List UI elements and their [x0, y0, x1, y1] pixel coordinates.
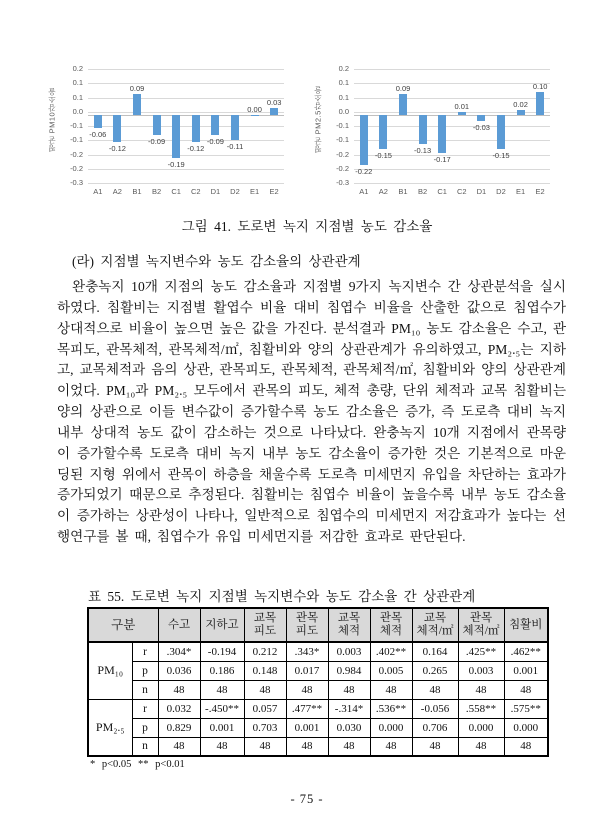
table-cell: .425** [458, 642, 504, 661]
y-tick-label: 0.2 [72, 64, 83, 73]
y-tick-label: -0.2 [336, 149, 349, 159]
table-caption: 표 55. 도로변 녹지 지점별 녹지변수와 농도 감소율 간 상관관계 [88, 589, 476, 604]
stat-label: p [132, 661, 158, 680]
table-cell: 48 [286, 680, 328, 699]
table-cell: .536** [370, 699, 412, 718]
table-cell: 0.000 [458, 718, 504, 737]
table-cell: 0.005 [370, 661, 412, 680]
table-cell: 0.706 [412, 718, 458, 737]
row-group-label: PM₂.₅ [88, 699, 132, 756]
bar-A1 [94, 115, 102, 129]
x-tick-label: C2 [456, 187, 467, 196]
table-row [88, 699, 548, 718]
x-tick-label: D2 [496, 187, 506, 196]
y-tick-label: -0.1 [336, 135, 349, 145]
data-label: -0.12 [187, 144, 205, 153]
gridline [354, 83, 550, 84]
x-tick-label: C1 [437, 187, 447, 196]
table-footnote: * p<0.05 ** p<0.01 [90, 759, 185, 770]
y-tick-label: 0.1 [72, 92, 83, 102]
data-label: 0.02 [513, 100, 528, 109]
data-label: -0.17 [433, 155, 451, 165]
data-label: -0.03 [472, 123, 490, 133]
x-tick-label: E1 [515, 187, 526, 196]
table-cell: .304* [158, 642, 200, 661]
data-label: 0.10 [532, 81, 548, 91]
table-cell: 48 [370, 737, 412, 756]
bar-C2 [458, 112, 466, 114]
table-cell: 0.148 [244, 661, 286, 680]
bar-B2 [153, 115, 161, 136]
table-cell: -0.056 [412, 699, 458, 718]
gridline [354, 169, 550, 170]
header-cell: 수고 [158, 608, 200, 642]
y-tick-label: -0.3 [336, 178, 349, 187]
data-label: -0.15 [374, 150, 392, 160]
y-tick-label: 0.2 [338, 64, 349, 73]
data-label: -0.09 [148, 137, 166, 147]
table-cell: 48 [158, 680, 200, 699]
gridline [88, 98, 284, 99]
data-label: 0.03 [266, 97, 282, 107]
table-cell: 0.036 [158, 661, 200, 680]
table-cell: 0.057 [244, 699, 286, 718]
gridline [88, 155, 284, 156]
x-axis-labels [354, 187, 550, 196]
table-cell: 48 [244, 737, 286, 756]
bar-E1 [517, 110, 525, 115]
x-tick-label: D2 [230, 187, 240, 196]
table-cell: .477** [286, 699, 328, 718]
page-number: - 75 - [290, 792, 324, 806]
bar-B2 [419, 115, 427, 145]
header-cell: 지하고 [200, 608, 244, 642]
gridline [354, 69, 550, 70]
gridline [88, 83, 284, 84]
y-tick-label: -0.3 [70, 178, 83, 187]
header-cell: 관목 피도 [286, 608, 328, 642]
table-cell: .343* [286, 642, 328, 661]
x-tick-label: B2 [417, 187, 428, 196]
y-axis-title: 평균 PM10감소율 [47, 87, 57, 153]
plot-column [354, 57, 550, 209]
data-label: -0.22 [355, 166, 373, 176]
table-cell: 0.829 [158, 718, 200, 737]
x-tick-label: C2 [190, 187, 201, 196]
table-cell: 0.001 [200, 718, 244, 737]
gridline [88, 169, 284, 170]
data-label: -0.06 [89, 130, 107, 140]
data-label: -0.19 [167, 159, 185, 169]
header-cell: 관목 체적 [370, 608, 412, 642]
table-cell: .575** [504, 699, 548, 718]
table-cell: 0.032 [158, 699, 200, 718]
table-cell: 0.265 [412, 661, 458, 680]
table-cell: 48 [200, 680, 244, 699]
data-label: -0.09 [206, 137, 224, 147]
stat-label: n [132, 737, 158, 756]
header-cell: 침활비 [504, 608, 548, 642]
table-cell: 0.001 [504, 661, 548, 680]
table-cell: 48 [458, 737, 504, 756]
table-head [88, 608, 548, 642]
figure-caption: 그림 41. 도로변 녹지 지점별 농도 감소율 [181, 219, 433, 234]
table-cell: 48 [286, 737, 328, 756]
table-row [88, 661, 548, 680]
y-tick-label: -0.2 [70, 163, 83, 173]
table-cell: 0.212 [244, 642, 286, 661]
gridline [354, 98, 550, 99]
x-tick-label: A2 [112, 187, 122, 196]
data-label: 0.09 [129, 84, 145, 94]
header-group-cell: 구분 [88, 608, 158, 642]
pm25-bar-chart [310, 57, 550, 209]
stat-label: p [132, 718, 158, 737]
table-cell: 48 [328, 737, 370, 756]
bar-B1 [399, 94, 407, 115]
row-group-label: PM₁₀ [88, 642, 132, 699]
table-cell: 0.030 [328, 718, 370, 737]
x-tick-label: B1 [398, 187, 408, 196]
table-cell: 0.186 [200, 661, 244, 680]
y-tick-label: -0.1 [70, 135, 83, 145]
bar-D1 [477, 115, 485, 122]
plot-column [88, 57, 284, 209]
table-row [88, 718, 548, 737]
table-body [88, 642, 548, 756]
table-cell: 0.017 [286, 661, 328, 680]
x-tick-label: E2 [269, 187, 279, 196]
data-label: 0.00 [247, 104, 262, 114]
table-cell: 0.703 [244, 718, 286, 737]
y-tick-label: 0.0 [338, 106, 349, 116]
table-cell: 48 [504, 680, 548, 699]
bar-E1 [251, 115, 259, 116]
table-cell: .462** [504, 642, 548, 661]
x-tick-label: E2 [535, 187, 545, 196]
plot-area [354, 69, 550, 183]
header-cell: 교목 피도 [244, 608, 286, 642]
y-tick-label: -0.2 [70, 149, 83, 159]
y-tick-label: 0.1 [72, 78, 83, 88]
y-tick-label: -0.1 [336, 121, 349, 130]
x-tick-label: A1 [93, 187, 103, 196]
header-cell: 교목 체적/㎡ [412, 608, 458, 642]
table-row [88, 642, 548, 661]
plot-area [88, 69, 284, 183]
table-cell: -.314* [328, 699, 370, 718]
data-label: 0.01 [454, 102, 470, 112]
y-tick-label: 0.1 [338, 78, 349, 88]
stat-label: r [132, 642, 158, 661]
y-tick-label: 0.1 [338, 92, 349, 102]
table-row [88, 737, 548, 756]
stat-label: r [132, 699, 158, 718]
bar-E2 [536, 92, 544, 115]
table-cell: 0.000 [504, 718, 548, 737]
table-cell: 0.001 [286, 718, 328, 737]
data-label: -0.11 [226, 141, 244, 151]
table-cell: .558** [458, 699, 504, 718]
table-cell: 0.984 [328, 661, 370, 680]
stat-label: n [132, 680, 158, 699]
x-tick-label: D1 [476, 187, 487, 196]
body-paragraph: 완충녹지 10개 지점의 농도 감소율과 지점별 9가지 녹지변수 간 상관분석을 실시하였다. 침활비는 지점별 활엽수 비율 대비 침엽수 비율을 산출한 값으로 침엽수가 상대적으로 비율이 높으면 높은 값을 가진다. 분석결과 PM₁₀ 농도 감소율은 수고, 관목피도, 관목체적, 관목체적/㎡, 침활비와 양의 상관관계가 유의하였고, PM₂.₅는 지하고, 교목체적과 음의 상관, 관목피도, 관목체적, 관목체적/㎡, 침활비와 양의 상관관계이었다. PM₁₀과 PM₂.₅ 모두에서 관목의 피도, 체적 총량, 단위 체적과 교목 침활비는 양의 상관으로 이들 변수값이 증가할수록 농도 감소율은 증가, 즉 도로측 대비 녹지 내부 상대적 농도 값이 감소하는 것으로 나타났다. 완충녹지 10개 지점에서 관목량이 증가할수록 도로측 대비 녹지 내부 농도 감소율이 증가한 것은 기본적으로 마운딩된 지형 위에서 관목이 하층을 채울수록 도로측 미세먼지 유입을 차단하는 효과가 증가되었기 때문으로 추정된다. 침활비는 침엽수 비율이 높을수록 내부 농도 감소율이 증가하는 상관성이 나타나, 일반적으로 침엽수의 미세먼지 저감효과가 높다는 선행연구를 볼 때, 침엽수가 유입 미세먼지를 저감한 효과로 판단된다. [57, 279, 566, 545]
figure-41-charts [44, 57, 570, 209]
bar-D2 [231, 115, 239, 140]
table-cell: 48 [504, 737, 548, 756]
bar-B1 [133, 94, 141, 115]
table-cell: 48 [458, 680, 504, 699]
table-cell: 48 [158, 737, 200, 756]
table-cell: 48 [370, 680, 412, 699]
bar-D1 [211, 115, 219, 136]
section-heading: (라) 지점별 녹지변수와 농도 감소율의 상관관계 [72, 254, 361, 269]
data-label: -0.13 [414, 146, 432, 156]
gridline [88, 183, 284, 184]
table-cell: 48 [412, 680, 458, 699]
table-cell: -.450** [200, 699, 244, 718]
x-tick-label: A2 [378, 187, 388, 196]
gridline [354, 183, 550, 184]
y-tick-label: 0.0 [72, 106, 83, 116]
table-cell: -0.194 [200, 642, 244, 661]
table-cell: 48 [412, 737, 458, 756]
y-axis-title: 평균 PM2.5감소율 [313, 86, 323, 154]
bar-D2 [497, 115, 505, 149]
bar-A2 [379, 115, 387, 149]
table-cell: 0.003 [328, 642, 370, 661]
x-axis-labels [88, 187, 284, 196]
table-header-row [88, 608, 548, 642]
x-tick-label: D1 [210, 187, 221, 196]
correlation-table [87, 607, 549, 757]
bar-E2 [270, 108, 278, 115]
data-label: -0.15 [492, 150, 510, 160]
x-tick-label: E1 [249, 187, 260, 196]
bar-C1 [438, 115, 446, 154]
header-cell: 교목 체적 [328, 608, 370, 642]
pm10-bar-chart [44, 57, 284, 209]
x-tick-label: B1 [132, 187, 142, 196]
y-axis-ticks [326, 57, 354, 209]
gridline [88, 69, 284, 70]
table-cell: .402** [370, 642, 412, 661]
x-tick-label: B2 [151, 187, 162, 196]
y-tick-label: -0.1 [70, 121, 83, 130]
table-cell: 48 [328, 680, 370, 699]
header-cell: 관목 체적/㎡ [458, 608, 504, 642]
table-cell: 0.000 [370, 718, 412, 737]
table-cell: 0.164 [412, 642, 458, 661]
table-cell: 48 [244, 680, 286, 699]
data-label: -0.12 [108, 144, 126, 153]
table-cell: 48 [200, 737, 244, 756]
bar-A2 [113, 115, 121, 142]
y-tick-label: -0.2 [336, 163, 349, 173]
data-label: 0.09 [395, 84, 411, 94]
x-tick-label: C1 [171, 187, 181, 196]
table-cell: 0.003 [458, 661, 504, 680]
x-tick-label: A1 [359, 187, 369, 196]
table-row [88, 680, 548, 699]
